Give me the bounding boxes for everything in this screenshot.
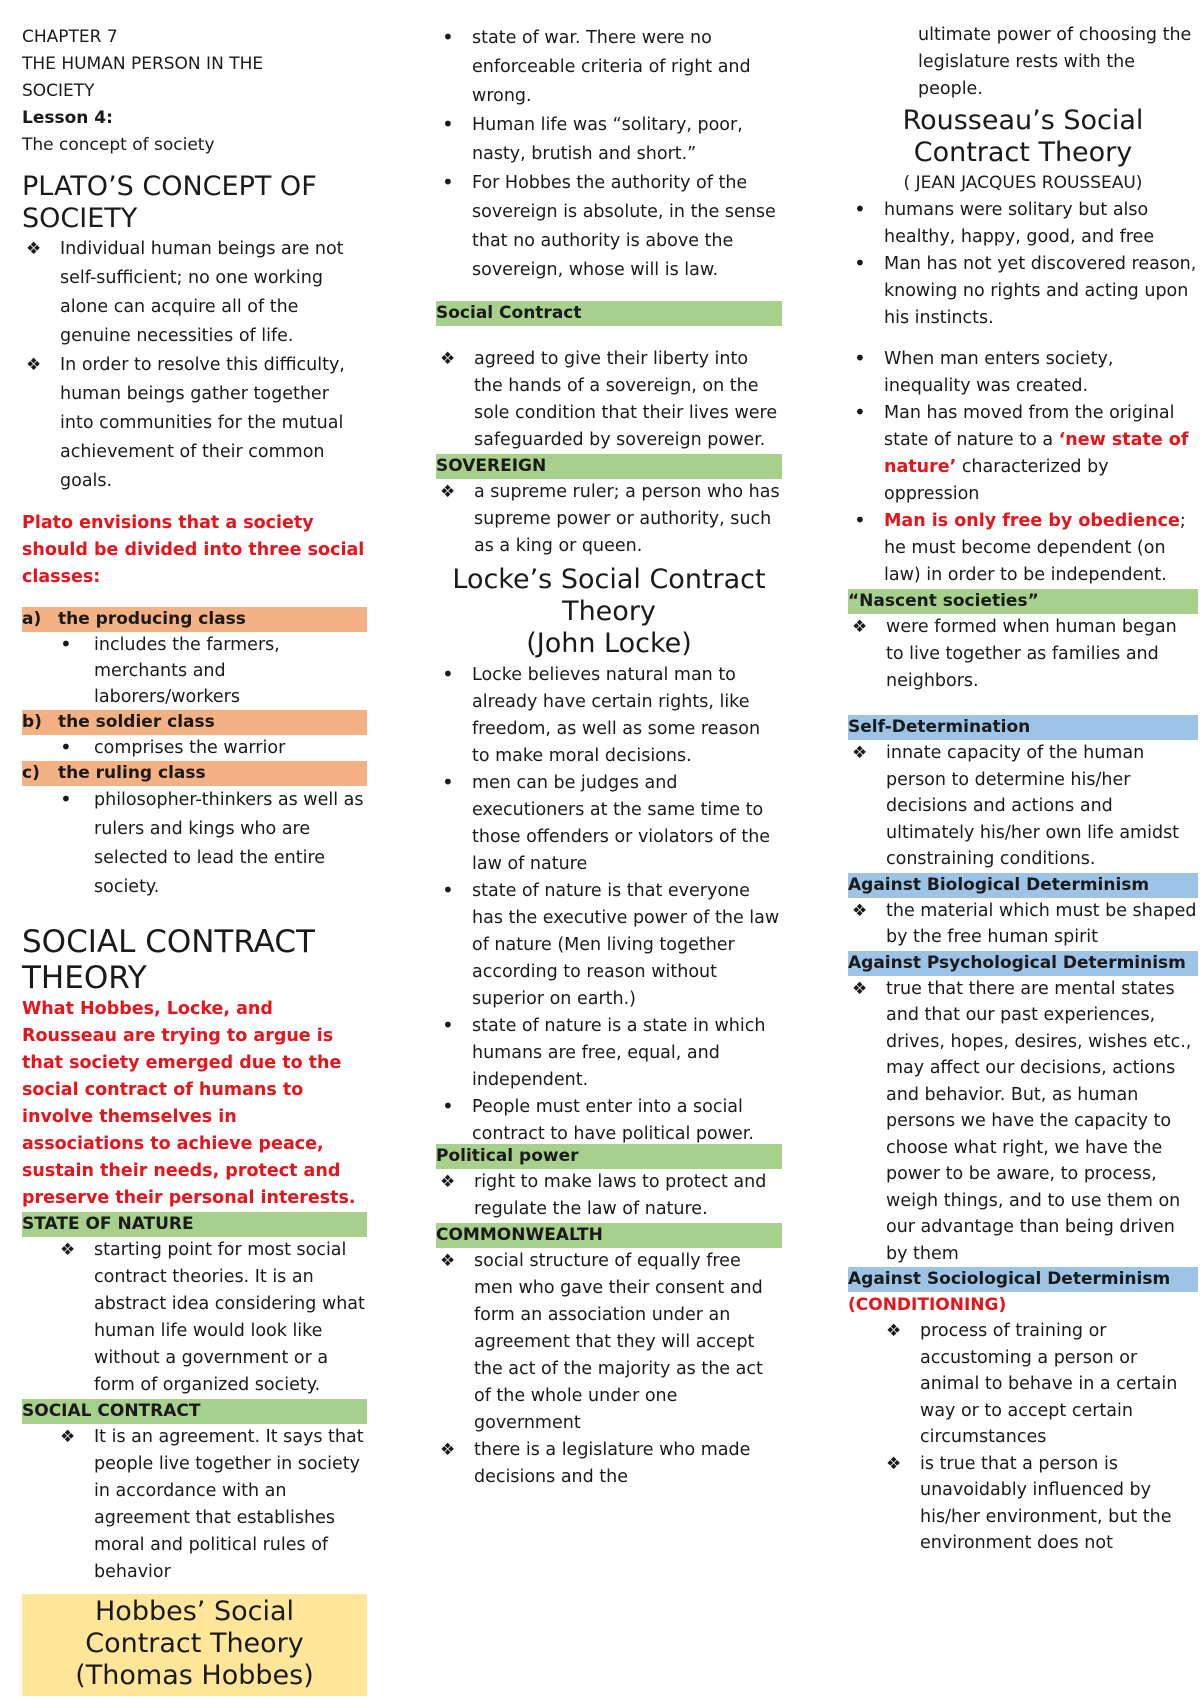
diamond-bullet-icon: ❖ [852, 617, 868, 637]
diamond-bullet-icon: ❖ [440, 1440, 456, 1460]
list-item: ❖ the material which must be shaped by the free human spirit [848, 898, 1198, 951]
plato-heading-line-1: PLATO’S CONCEPT OF [22, 171, 317, 202]
list-item: • Locke believes natural man to already have certain rights, like freedom, as well as some reason to make moral decisions. [442, 662, 761, 766]
list-item: • state of nature is that everyone has the executive power of the law of nature (Men living together according to reason without superior on earth.) [442, 878, 780, 1009]
lesson-title: The concept of society [22, 135, 215, 155]
nascent-societies-bar: “Nascent societies” [848, 589, 1198, 614]
diamond-bullet-icon: ❖ [852, 743, 868, 763]
column-2 [436, 0, 782, 1491]
list-item: • state of nature is a state in which humans are free, equal, and independent. [442, 1013, 766, 1090]
bullet-icon: • [60, 632, 72, 656]
list-item: • humans were solitary but also healthy, happy, good, and free [854, 197, 1155, 247]
list-item: • philosopher-thinkers as well as rulers and kings who are selected to lead the entire society. [60, 787, 364, 897]
state-of-nature-bar: STATE OF NATURE [22, 1212, 367, 1237]
commonwealth-points [436, 1248, 782, 1491]
diamond-bullet-icon: ❖ [886, 1321, 902, 1341]
hobbes-title-box [22, 1594, 367, 1696]
class-bar-ruling: c) the ruling class [22, 761, 367, 786]
diamond-bullet-icon: ❖ [852, 900, 868, 921]
rousseau-title-line-2: Contract Theory [913, 137, 1133, 168]
rousseau-title-line-1: Rousseau’s Social [902, 105, 1144, 136]
political-power-points [436, 1169, 782, 1223]
class-bar-soldier: b) the soldier class [22, 710, 367, 735]
rousseau-points-b [848, 346, 1198, 589]
rousseau-title [848, 103, 1198, 197]
plato-heading-line-2: SOCIETY [22, 203, 138, 234]
bullet-icon: • [60, 787, 72, 811]
list-item: ❖ there is a legislature who made decisions and the [436, 1437, 782, 1491]
list-item: ❖ true that there are mental states and that our past experiences, drives, hopes, desires, wishes etc., may affect our decisions, actions and behavior. But, as human persons we have the capacity to choose what right, we have the power to be aware, to process, weigh things, and to use them on our advantage than being driven by them [848, 976, 1198, 1268]
hobbes-title-line-3: (Thomas Hobbes) [75, 1660, 314, 1691]
list-item: ❖ innate capacity of the human person to determine his/her decisions and actions and ultimately his/her own life amidst constraining conditions. [848, 740, 1198, 873]
sociological-points [848, 1318, 1198, 1557]
list-item: ❖ is true that a person is unavoidably influenced by his/her environment, but the environment does not [848, 1451, 1198, 1557]
social-contract-points [22, 1424, 367, 1586]
conditioning-label: (CONDITIONING) [848, 1295, 1007, 1315]
bullet-icon: • [854, 346, 866, 370]
bullet-icon: • [854, 251, 866, 275]
locke-title [436, 560, 782, 662]
list-item: ❖ were formed when human began to live together as families and neighbors. [848, 614, 1198, 695]
bullet-icon: • [442, 25, 454, 49]
bullet-icon: • [60, 735, 72, 759]
list-item: • men can be judges and executioners at the same time to those offenders or violators of the law of nature [442, 770, 771, 874]
social-contract-bar-2: Social Contract [436, 301, 782, 326]
bullet-icon: • [442, 770, 454, 794]
diamond-bullet-icon: ❖ [60, 1240, 76, 1260]
bullet-icon: • [442, 878, 454, 902]
list-item: • People must enter into a social contract to have political power. [442, 1094, 754, 1144]
column-1 [22, 0, 367, 1696]
bullet-icon: • [854, 197, 866, 221]
sct-intro: What Hobbes, Locke, and Rousseau are trying to argue is that society emerged due to the social contract of humans to involve themselves in associations to achieve peace, sustain their needs, protect and preserve their personal interests. [22, 999, 356, 1208]
locke-title-line-2: Theory [562, 596, 656, 627]
list-item: ❖ In order to resolve this difficulty, human beings gather together into communities for the mutual achievement of their common goals. [22, 351, 367, 496]
list-item: • Man has moved from the original state of nature to a ‘new state of nature’ characterized by oppression [854, 400, 1189, 504]
diamond-bullet-icon: ❖ [440, 349, 456, 369]
social-contract-points-2 [436, 346, 782, 454]
diamond-bullet-icon: ❖ [440, 1251, 456, 1271]
biological-points [848, 898, 1198, 951]
list-item: • state of war. There were no enforceable criteria of right and wrong. [442, 25, 751, 106]
class-desc-producing [22, 632, 367, 710]
sct-heading-line-2: THEORY [22, 960, 147, 996]
diamond-bullet-icon: ❖ [26, 239, 42, 259]
chapter-title-line-1: THE HUMAN PERSON IN THE [22, 54, 264, 74]
list-item: ❖ right to make laws to protect and regulate the law of nature. [436, 1169, 782, 1223]
rousseau-points-a [848, 197, 1198, 332]
sovereign-bar: SOVEREIGN [436, 454, 782, 479]
political-power-bar: Political power [436, 1144, 782, 1169]
sociological-determinism-bar: Against Sociological Determinism [848, 1267, 1198, 1292]
column-3 [848, 0, 1198, 1557]
plato-classes-intro: Plato envisions that a society should be divided into three social classes: [22, 513, 365, 587]
nascent-points [848, 614, 1198, 695]
diamond-bullet-icon: ❖ [26, 355, 42, 375]
locke-title-line-3: (John Locke) [526, 628, 692, 659]
hobbes-title-line-2: Contract Theory [85, 1628, 304, 1659]
list-item: • Man is only free by obedience; he must become dependent (on law) in order to be independent. [854, 508, 1186, 585]
social-contract-bar: SOCIAL CONTRACT [22, 1399, 367, 1424]
locke-points [436, 662, 782, 1148]
self-determination-bar: Self-Determination [848, 715, 1198, 740]
list-item: • Human life was “solitary, poor, nasty, brutish and short.” [442, 112, 743, 164]
psychological-determinism-bar: Against Psychological Determinism [848, 951, 1198, 976]
sovereign-points [436, 479, 782, 560]
legislature-continued: ultimate power of choosing the legislature rests with the people. [918, 25, 1192, 99]
diamond-bullet-icon: ❖ [852, 978, 868, 999]
bullet-icon: • [442, 170, 454, 194]
bullet-icon: • [442, 662, 454, 686]
hobbes-title-line-1: Hobbes’ Social [95, 1596, 294, 1627]
class-desc-soldier [22, 735, 367, 761]
bullet-icon: • [442, 1013, 454, 1037]
diamond-bullet-icon: ❖ [60, 1427, 76, 1447]
bullet-icon: • [442, 1094, 454, 1118]
locke-title-line-1: Locke’s Social Contract [452, 564, 766, 595]
class-bar-producing: a) the producing class [22, 607, 367, 632]
lesson-label: Lesson 4: [22, 108, 113, 128]
class-desc-ruling [22, 786, 367, 902]
list-item: • For Hobbes the authority of the sovereign is absolute, in the sense that no authority is above the sovereign, whose will is law. [442, 170, 776, 280]
self-determination-points [848, 740, 1198, 873]
bullet-icon: • [854, 508, 866, 532]
list-item: ❖ Individual human beings are not self-sufficient; no one working alone can acquire all of the genuine necessities of life. [22, 235, 367, 351]
bullet-icon: • [442, 112, 454, 136]
psychological-points [848, 976, 1198, 1268]
rousseau-author: ( JEAN JACQUES ROUSSEAU) [903, 173, 1143, 193]
list-item: • When man enters society, inequality was created. [854, 346, 1114, 396]
state-of-nature-points [22, 1237, 367, 1399]
list-item: • Man has not yet discovered reason, knowing no rights and acting upon his instincts. [854, 251, 1197, 328]
diamond-bullet-icon: ❖ [886, 1453, 902, 1474]
list-item: ❖ a supreme ruler; a person who has supreme power or authority, such as a king or queen. [436, 479, 782, 560]
list-item: ❖ It is an agreement. It says that people live together in society in accordance with an agreement that establishes moral and political rules of behavior [22, 1424, 367, 1586]
chapter-title-line-2: SOCIETY [22, 81, 95, 101]
biological-determinism-bar: Against Biological Determinism [848, 873, 1198, 898]
list-item: • includes the farmers, merchants and laborers/workers [60, 632, 280, 707]
diamond-bullet-icon: ❖ [440, 1172, 456, 1192]
list-item: • comprises the warrior [60, 735, 286, 759]
list-item: ❖ social structure of equally free men who gave their consent and form an association under an agreement that they will accept the act of the majority as the act of the whole under one government [436, 1248, 782, 1437]
plato-points [22, 235, 367, 496]
bullet-icon: • [854, 400, 866, 424]
list-item: ❖ process of training or accustoming a person or animal to behave in a certain way or to accept certain circumstances [848, 1318, 1198, 1451]
list-item: ❖ agreed to give their liberty into the hands of a sovereign, on the sole condition that their lives were safeguarded by sovereign power. [436, 346, 782, 454]
hobbes-points [436, 24, 782, 285]
sct-heading-line-1: SOCIAL CONTRACT [22, 924, 315, 960]
commonwealth-bar: COMMONWEALTH [436, 1223, 782, 1248]
diamond-bullet-icon: ❖ [440, 482, 456, 502]
list-item: ❖ starting point for most social contract theories. It is an abstract idea considering what human life would look like without a government or a form of organized society. [22, 1237, 367, 1399]
chapter-label: CHAPTER 7 [22, 27, 118, 47]
